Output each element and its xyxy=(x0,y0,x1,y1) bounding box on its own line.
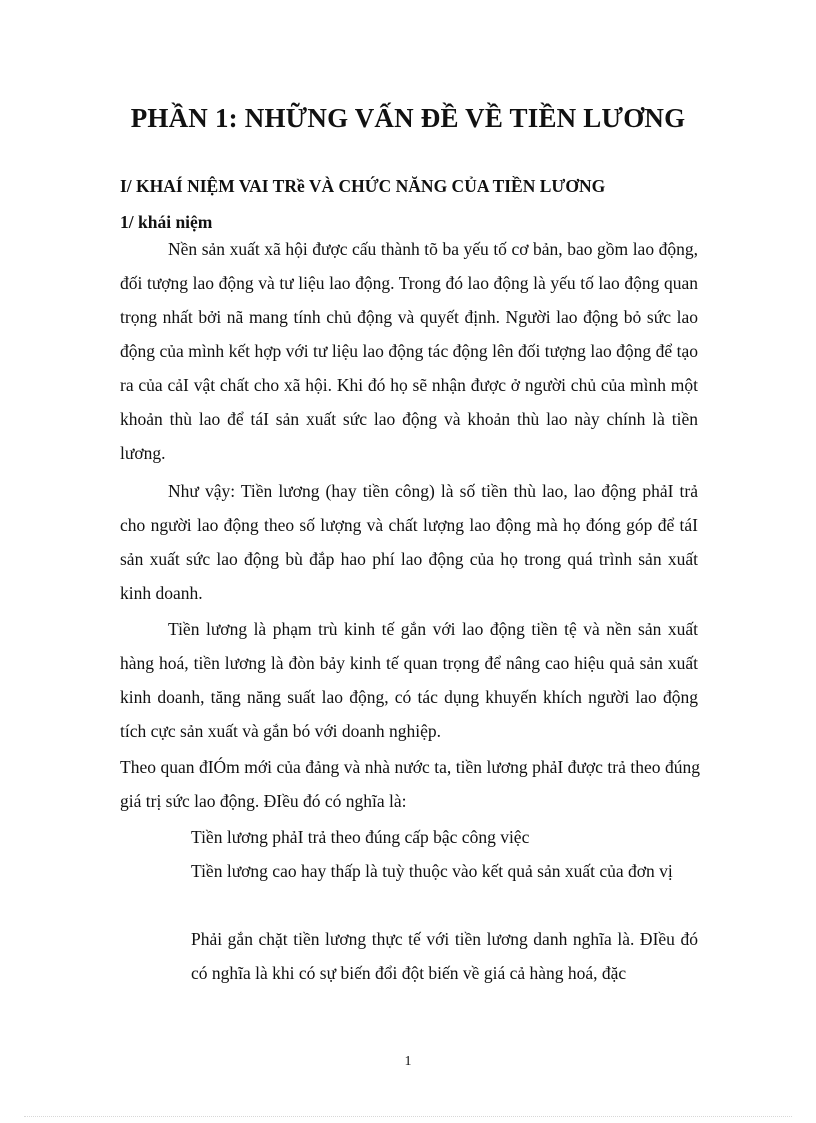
list-item: Tiền lương cao hay thấp là tuỳ thuộc vào kết quả sản xuất của đơn vị xyxy=(191,861,673,881)
paragraph-definition-context: Nền sản xuất xã hội được cấu thành tõ ba yếu tố cơ bản, bao gồm lao động, đối tượng lao động và tư liệu lao động. Trong đó lao động là yếu tố lao động quan trọng nhất bởi nã mang tính chủ động và quyết định. Người lao động bỏ sức lao động của mình kết hợp với tư liệu lao động tác động lên đối tượng lao động để tạo ra của cảI vật chất cho xã hội. Khi đó họ sẽ nhận được ở người chủ của mình một khoản thù lao để táI sản xuất sức lao động và khoản thù lao này chính là tiền lương. xyxy=(120,239,698,463)
list-item: Tiền lương phảI trả theo đúng cấp bậc công việc xyxy=(191,827,530,847)
subsection-heading: 1/ khái niệm xyxy=(120,212,213,232)
paragraph-economic-role: Tiền lương là phạm trù kinh tế gắn với lao động tiền tệ và nền sản xuất hàng hoá, tiền lương là đòn bảy kinh tế quan trọng để nâng cao hiệu quả sản xuất kinh doanh, tăng năng suất lao động, có tác dụng khuyến khích người lao động tích cực sản xuất và gắn bó với doanh nghiệp. xyxy=(120,619,698,741)
list-item: Phải gắn chặt tiền lương thực tế với tiền lương danh nghĩa là. ĐIều đó có nghĩa là khi có sự biến đổi đột biến về giá cả hàng hoá, đặc xyxy=(191,929,698,983)
paragraph-policy-view: Theo quan đIÓm mới của đảng và nhà nước ta, tiền lương phảI được trả theo đúng giá trị sức lao động. ĐIều đó có nghĩa là: xyxy=(120,757,700,811)
page-number: 1 xyxy=(404,1054,412,1069)
section-heading: I/ KHAÍ NIỆM VAI TRề VÀ CHỨC NĂNG CỦA TIỀN LƯƠNG xyxy=(120,176,606,196)
page-title: PHẦN 1: NHỮNG VẤN ĐỀ VỀ TIỀN LƯƠNG xyxy=(130,103,686,133)
page-bottom-divider xyxy=(24,1116,792,1117)
paragraph-salary-definition: Như vậy: Tiền lương (hay tiền công) là số tiền thù lao, lao động phảI trả cho người lao động theo số lượng và chất lượng lao động mà họ đóng góp để táI sản xuất sức lao động bù đắp hao phí lao động của họ trong quá trình sản xuất kinh doanh. xyxy=(120,481,698,603)
